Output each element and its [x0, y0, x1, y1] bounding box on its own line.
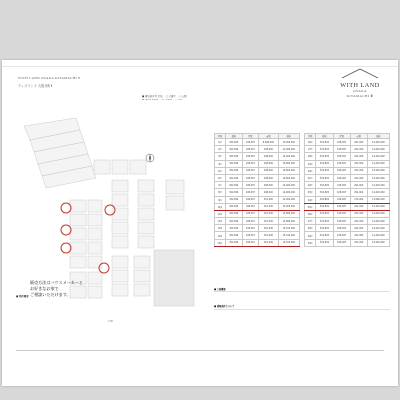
table-cell: 302,826 — [316, 232, 333, 239]
table-cell: 14,420,000 — [367, 189, 389, 196]
table-cell: 8,568,000 — [259, 139, 278, 146]
table-cell: 108,097 — [242, 203, 259, 210]
table-row — [215, 239, 300, 246]
table-cell: 298,000 — [259, 189, 278, 196]
table-row — [215, 232, 300, 239]
table-cell: 291,000 — [350, 139, 367, 146]
table-cell: 291,000 — [350, 146, 367, 153]
table-cell: 108,097 — [242, 225, 259, 232]
table-cell: 17区 — [305, 146, 316, 153]
table-row — [305, 225, 390, 232]
table-row — [215, 146, 300, 153]
table-cell: 14,800,000 — [278, 210, 299, 217]
table-cell: 291,000 — [350, 239, 367, 246]
table-cell: 108,097 — [242, 139, 259, 146]
table-cell: 301,000 — [259, 196, 278, 203]
table-cell: 108,097 — [242, 218, 259, 225]
table-row — [305, 239, 390, 246]
table-cell: 108,097 — [333, 160, 350, 167]
table-cell: 4区 — [215, 160, 226, 167]
table-row — [215, 139, 300, 146]
table-cell: 302,826 — [316, 189, 333, 196]
notes-body — [214, 291, 390, 303]
table-cell: 291,000 — [350, 182, 367, 189]
table-cell: 13,050,000 — [278, 139, 299, 146]
table-cell: 14,900,000 — [278, 182, 299, 189]
table-row — [305, 146, 390, 153]
table-row — [305, 210, 390, 217]
table-row — [215, 225, 300, 232]
table-cell: 108,097 — [333, 139, 350, 146]
table-cell: 8区 — [215, 189, 226, 196]
table-row — [215, 153, 300, 160]
table-cell: 16区 — [305, 139, 316, 146]
table-row — [305, 139, 390, 146]
table-cell: 23区 — [305, 189, 316, 196]
table-cell: 301,000 — [259, 239, 278, 246]
table-cell: 302,826 — [316, 146, 333, 153]
table-cell: 108,097 — [333, 189, 350, 196]
table-cell: 14,000,000 — [278, 146, 299, 153]
table-cell: 298,000 — [259, 182, 278, 189]
table-row — [215, 196, 300, 203]
sales-note-line: 販売方法はハウスメーカーと — [30, 280, 84, 285]
table-cell: 302,826 — [316, 160, 333, 167]
table-cell: 108,097 — [333, 203, 350, 210]
table-cell: 14,420,000 — [367, 203, 389, 210]
table-cell: 14,800,000 — [278, 167, 299, 174]
table-cell: 24区 — [305, 196, 316, 203]
table-cell: 108,097 — [333, 153, 350, 160]
sales-note-line: ご相談いただけます。 — [30, 292, 71, 297]
table-cell: 14,420,000 — [367, 239, 389, 246]
table-header-cell: 価格 — [367, 134, 389, 139]
legend-item: □ 分譲中 — [165, 95, 176, 98]
table-row — [305, 232, 390, 239]
table-cell: 108,097 — [242, 189, 259, 196]
brand-logo — [328, 66, 392, 99]
table-cell: 108,097 — [333, 182, 350, 189]
table-cell: 291,000 — [350, 210, 367, 217]
table-cell: 3区 — [215, 153, 226, 160]
table-cell: 302,826 — [316, 139, 333, 146]
table-cell: 302,826 — [225, 139, 242, 146]
table-cell: 108,097 — [333, 225, 350, 232]
price-table-right — [304, 133, 390, 247]
table-row — [305, 189, 390, 196]
table-cell: 302,826 — [225, 160, 242, 167]
table-row — [305, 196, 390, 203]
table-cell: 15,100,000 — [278, 232, 299, 239]
table-cell: 108,097 — [333, 196, 350, 203]
table-cell: 291,000 — [350, 174, 367, 181]
table-cell: 302,826 — [316, 174, 333, 181]
table-cell: 7区 — [215, 182, 226, 189]
table-cell: 14,420,000 — [367, 225, 389, 232]
table-cell: 5区 — [215, 167, 226, 174]
table-cell: 14,420,000 — [367, 146, 389, 153]
footer-heading: ■ 物件概要 — [16, 295, 29, 298]
table-cell: 291,000 — [350, 232, 367, 239]
table-cell: 302,826 — [316, 218, 333, 225]
table-row — [215, 189, 300, 196]
table-row — [305, 167, 390, 174]
table-cell: 14,420,000 — [367, 210, 389, 217]
table-cell: 301,000 — [259, 203, 278, 210]
table-cell: 302,826 — [316, 196, 333, 203]
table-cell: 302,826 — [316, 239, 333, 246]
table-row — [215, 182, 300, 189]
table-cell: 108,097 — [242, 210, 259, 217]
table-cell: 12区 — [215, 218, 226, 225]
table-header-cell: 価格 — [278, 134, 299, 139]
table-header-cell: ㎡数 — [259, 134, 278, 139]
footer-column — [16, 295, 136, 377]
table-cell: 108,097 — [333, 218, 350, 225]
table-cell: 291,000 — [350, 203, 367, 210]
table-cell: 302,826 — [316, 153, 333, 160]
table-cell: 14,800,000 — [278, 160, 299, 167]
table-cell: 30区 — [305, 239, 316, 246]
table-row — [305, 153, 390, 160]
table-cell: 1区 — [215, 139, 226, 146]
table-header-cell: 区画 — [215, 134, 226, 139]
table-cell: 15,100,000 — [278, 239, 299, 246]
table-cell: 26区 — [305, 210, 316, 217]
table-cell: 14,420,000 — [367, 232, 389, 239]
table-cell: 14,420,000 — [367, 160, 389, 167]
table-cell: 108,097 — [242, 146, 259, 153]
table-cell: 28区 — [305, 225, 316, 232]
table-cell: 25区 — [305, 203, 316, 210]
table-cell: 108,097 — [242, 153, 259, 160]
table-cell: 291,000 — [350, 218, 367, 225]
table-cell: 14,420,000 — [367, 174, 389, 181]
table-cell: 14,420,000 — [367, 167, 389, 174]
brand-city: OSAKA — [353, 89, 367, 93]
table-cell: 10区 — [215, 203, 226, 210]
table-cell: 14,000,000 — [278, 153, 299, 160]
table-row — [305, 174, 390, 181]
table-cell: 14,000,000 — [278, 196, 299, 203]
table-cell: 6区 — [215, 174, 226, 181]
table-cell: 302,826 — [225, 182, 242, 189]
table-header-cell: 価格 — [316, 134, 333, 139]
table-cell: 298,000 — [259, 160, 278, 167]
table-cell: 108,097 — [333, 239, 350, 246]
table-cell: 301,000 — [259, 218, 278, 225]
table-row — [305, 218, 390, 225]
table-cell: 302,826 — [316, 167, 333, 174]
table-cell: 274,000 — [350, 196, 367, 203]
table-cell: 302,826 — [225, 174, 242, 181]
notes-body — [214, 309, 390, 319]
table-row — [215, 167, 300, 174]
table-cell: 27区 — [305, 218, 316, 225]
table-cell: 302,826 — [225, 196, 242, 203]
table-cell: 291,000 — [350, 225, 367, 232]
table-cell: 14,420,000 — [367, 139, 389, 146]
table-cell: 14,420,000 — [367, 153, 389, 160]
table-cell: 298,000 — [259, 146, 278, 153]
table-row — [305, 203, 390, 210]
price-table-left — [214, 133, 300, 247]
table-cell: 301,000 — [259, 210, 278, 217]
table-cell: 108,097 — [242, 160, 259, 167]
table-cell: 13,680,000 — [367, 196, 389, 203]
table-cell: 302,826 — [225, 153, 242, 160]
table-row — [305, 182, 390, 189]
table-cell: 291,000 — [350, 153, 367, 160]
table-cell: 302,826 — [225, 210, 242, 217]
table-row — [305, 160, 390, 167]
table-cell: 29区 — [305, 232, 316, 239]
table-cell: 108,097 — [242, 239, 259, 246]
table-cell: 20区 — [305, 167, 316, 174]
table-row — [215, 203, 300, 210]
table-cell: 14,900,000 — [278, 189, 299, 196]
page-subtitle: ウィズランド 大阪北町Ⅱ — [18, 84, 53, 88]
table-cell: 108,097 — [333, 174, 350, 181]
table-cell: 15区 — [215, 239, 226, 246]
legend-item: ■ 建築条件付 宅地 — [142, 95, 163, 98]
table-cell: 298,000 — [259, 153, 278, 160]
table-cell: 108,097 — [333, 167, 350, 174]
table-cell: 302,826 — [225, 146, 242, 153]
table-cell: 108,097 — [333, 210, 350, 217]
table-cell: 302,826 — [225, 232, 242, 239]
table-header-cell: 価格 — [225, 134, 242, 139]
table-cell: 18区 — [305, 153, 316, 160]
table-cell: 302,826 — [225, 189, 242, 196]
table-cell: 2区 — [215, 146, 226, 153]
sales-note-line: お好きなお家で — [30, 286, 59, 291]
table-cell: 301,000 — [259, 232, 278, 239]
table-cell: 302,826 — [225, 218, 242, 225]
table-cell: 302,826 — [316, 210, 333, 217]
table-cell: 19区 — [305, 160, 316, 167]
table-header-cell: 区画 — [305, 134, 316, 139]
table-cell: 14,800,000 — [278, 174, 299, 181]
table-cell: 108,097 — [333, 232, 350, 239]
table-cell: 14,420,000 — [367, 182, 389, 189]
table-cell: 302,826 — [225, 203, 242, 210]
table-row — [215, 210, 300, 217]
legend-item: ○ 公園 — [178, 95, 187, 98]
table-cell: 15,100,000 — [278, 225, 299, 232]
table-row — [215, 160, 300, 167]
table-header-cell: 坪数 — [333, 134, 350, 139]
table-cell: 301,000 — [259, 225, 278, 232]
brand-area: KITAMACHI Ⅲ — [346, 94, 374, 98]
table-cell: 108,097 — [242, 182, 259, 189]
table-cell: 13区 — [215, 225, 226, 232]
table-cell: 302,826 — [316, 203, 333, 210]
table-header-cell: 坪数 — [242, 134, 259, 139]
table-cell: 302,826 — [316, 182, 333, 189]
table-cell: 298,000 — [259, 167, 278, 174]
table-cell: 14区 — [215, 232, 226, 239]
table-cell: 291,000 — [350, 189, 367, 196]
table-cell: 108,097 — [333, 146, 350, 153]
table-cell: 298,000 — [259, 174, 278, 181]
table-cell: 108,097 — [242, 232, 259, 239]
table-cell: 108,097 — [242, 167, 259, 174]
table-cell: 302,826 — [316, 225, 333, 232]
notes-heading: ■ 土地概要 — [214, 288, 226, 291]
table-cell: 291,000 — [350, 167, 367, 174]
table-cell: 11区 — [215, 210, 226, 217]
brand-line: WITH LAND OSAKA KITAMACHI 8 — [18, 76, 81, 80]
table-cell: 302,826 — [225, 225, 242, 232]
table-cell: 14,420,000 — [367, 218, 389, 225]
table-cell: 9区 — [215, 196, 226, 203]
table-cell: 302,826 — [225, 239, 242, 246]
svg-text:1/8: 1/8 — [108, 319, 113, 323]
table-cell: 291,000 — [350, 160, 367, 167]
table-row — [215, 174, 300, 181]
table-cell: 14,000,000 — [278, 203, 299, 210]
table-cell: 108,097 — [242, 196, 259, 203]
table-cell: 108,097 — [242, 174, 259, 181]
table-cell: 302,826 — [225, 167, 242, 174]
table-cell: 14,800,000 — [278, 218, 299, 225]
table-row — [215, 218, 300, 225]
table-cell: 22区 — [305, 182, 316, 189]
table-notes — [214, 286, 390, 319]
brand-logo-text: WITH LAND — [340, 82, 380, 89]
table-header-cell: ㎡数 — [350, 134, 367, 139]
table-cell: 21区 — [305, 174, 316, 181]
notes-heading: ■ 建築条件について — [214, 305, 235, 309]
roof-logo-icon — [336, 66, 384, 80]
